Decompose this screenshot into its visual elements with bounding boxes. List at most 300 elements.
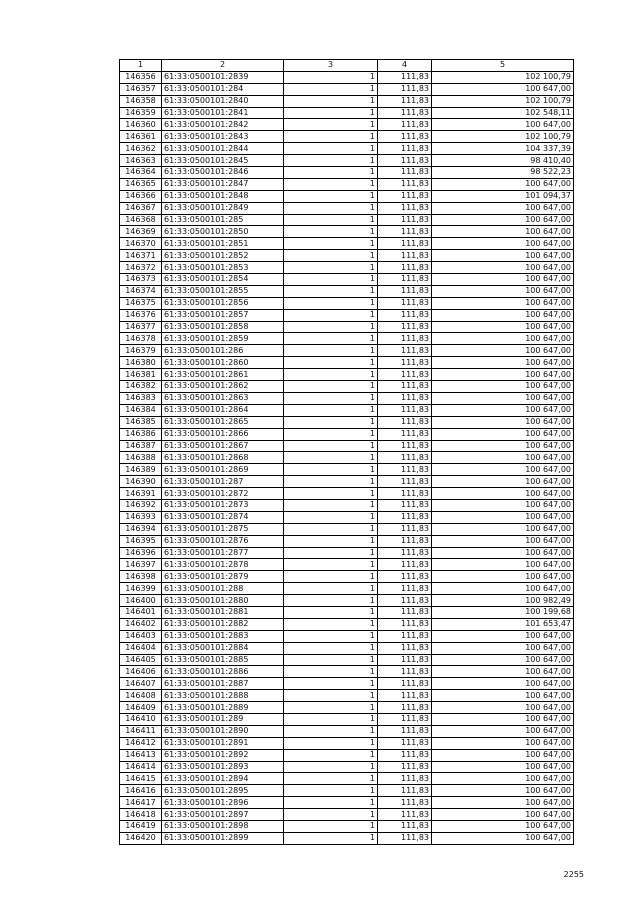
- area-cell: 111,83: [378, 725, 432, 737]
- row-number-cell: 146391: [120, 488, 162, 500]
- cadastral-number-cell: 61:33:0500101:2885: [162, 654, 284, 666]
- table-row: [120, 333, 574, 345]
- count-cell: 1: [284, 238, 378, 250]
- area-cell: 111,83: [378, 143, 432, 155]
- row-number-cell: 146374: [120, 285, 162, 297]
- count-cell: 1: [284, 226, 378, 238]
- table-row: [120, 678, 574, 690]
- count-cell: 1: [284, 499, 378, 511]
- cadastral-number-cell: 61:33:0500101:2877: [162, 547, 284, 559]
- cadastral-number-cell: 61:33:0500101:2860: [162, 357, 284, 369]
- cadastral-number-cell: 61:33:0500101:2894: [162, 773, 284, 785]
- count-cell: 1: [284, 345, 378, 357]
- count-cell: 1: [284, 392, 378, 404]
- count-cell: 1: [284, 452, 378, 464]
- count-cell: 1: [284, 606, 378, 618]
- cadastral-number-cell: 61:33:0500101:2848: [162, 190, 284, 202]
- area-cell: 111,83: [378, 571, 432, 583]
- table-row: [120, 511, 574, 523]
- table-row: [120, 476, 574, 488]
- cadastral-number-cell: 61:33:0500101:286: [162, 345, 284, 357]
- cadastral-number-cell: 61:33:0500101:2878: [162, 559, 284, 571]
- table-row: [120, 119, 574, 131]
- count-cell: 1: [284, 155, 378, 167]
- row-number-cell: 146383: [120, 392, 162, 404]
- table-row: [120, 832, 574, 844]
- column-header: 3: [284, 60, 378, 72]
- value-cell: 98 522,23: [432, 167, 574, 179]
- count-cell: 1: [284, 488, 378, 500]
- count-cell: 1: [284, 773, 378, 785]
- row-number-cell: 146378: [120, 333, 162, 345]
- row-number-cell: 146414: [120, 761, 162, 773]
- count-cell: 1: [284, 119, 378, 131]
- table-row: [120, 297, 574, 309]
- table-row: [120, 797, 574, 809]
- area-cell: 111,83: [378, 773, 432, 785]
- cadastral-number-cell: 61:33:0500101:2876: [162, 535, 284, 547]
- value-cell: 100 647,00: [432, 202, 574, 214]
- count-cell: 1: [284, 785, 378, 797]
- value-cell: 100 647,00: [432, 297, 574, 309]
- cadastral-number-cell: 61:33:0500101:2866: [162, 428, 284, 440]
- area-cell: 111,83: [378, 226, 432, 238]
- count-cell: 1: [284, 428, 378, 440]
- row-number-cell: 146382: [120, 381, 162, 393]
- cadastral-number-cell: 61:33:0500101:2862: [162, 381, 284, 393]
- count-cell: 1: [284, 440, 378, 452]
- count-cell: 1: [284, 511, 378, 523]
- value-cell: 100 647,00: [432, 571, 574, 583]
- table-row: [120, 523, 574, 535]
- area-cell: 111,83: [378, 713, 432, 725]
- table-row: [120, 713, 574, 725]
- area-cell: 111,83: [378, 606, 432, 618]
- value-cell: 100 647,00: [432, 559, 574, 571]
- table-row: [120, 749, 574, 761]
- row-number-cell: 146413: [120, 749, 162, 761]
- value-cell: 100 647,00: [432, 404, 574, 416]
- count-cell: 1: [284, 321, 378, 333]
- count-cell: 1: [284, 523, 378, 535]
- cadastral-number-cell: 61:33:0500101:2845: [162, 155, 284, 167]
- area-cell: 111,83: [378, 476, 432, 488]
- area-cell: 111,83: [378, 690, 432, 702]
- table-row: [120, 821, 574, 833]
- count-cell: 1: [284, 262, 378, 274]
- cadastral-number-cell: 61:33:0500101:2858: [162, 321, 284, 333]
- value-cell: 100 647,00: [432, 761, 574, 773]
- value-cell: 100 647,00: [432, 809, 574, 821]
- value-cell: 100 647,00: [432, 737, 574, 749]
- value-cell: 100 647,00: [432, 535, 574, 547]
- value-cell: 100 199,68: [432, 606, 574, 618]
- table-row: [120, 737, 574, 749]
- table-row: [120, 404, 574, 416]
- row-number-cell: 146357: [120, 83, 162, 95]
- value-cell: 100 647,00: [432, 583, 574, 595]
- row-number-cell: 146370: [120, 238, 162, 250]
- count-cell: 1: [284, 202, 378, 214]
- table-row: [120, 559, 574, 571]
- row-number-cell: 146371: [120, 250, 162, 262]
- value-cell: 100 647,00: [432, 321, 574, 333]
- cadastral-number-cell: 61:33:0500101:2856: [162, 297, 284, 309]
- table-row: [120, 595, 574, 607]
- row-number-cell: 146399: [120, 583, 162, 595]
- table-row: [120, 440, 574, 452]
- value-cell: 100 647,00: [432, 773, 574, 785]
- count-cell: 1: [284, 535, 378, 547]
- value-cell: 100 647,00: [432, 428, 574, 440]
- count-cell: 1: [284, 618, 378, 630]
- value-cell: 100 647,00: [432, 488, 574, 500]
- count-cell: 1: [284, 749, 378, 761]
- area-cell: 111,83: [378, 297, 432, 309]
- value-cell: 100 647,00: [432, 678, 574, 690]
- count-cell: 1: [284, 250, 378, 262]
- area-cell: 111,83: [378, 583, 432, 595]
- area-cell: 111,83: [378, 559, 432, 571]
- cadastral-number-cell: 61:33:0500101:285: [162, 214, 284, 226]
- table-row: [120, 262, 574, 274]
- cadastral-number-cell: 61:33:0500101:2891: [162, 737, 284, 749]
- cadastral-number-cell: 61:33:0500101:2865: [162, 416, 284, 428]
- area-cell: 111,83: [378, 499, 432, 511]
- row-number-cell: 146360: [120, 119, 162, 131]
- cadastral-number-cell: 61:33:0500101:2841: [162, 107, 284, 119]
- area-cell: 111,83: [378, 428, 432, 440]
- value-cell: 102 100,79: [432, 131, 574, 143]
- table-row: [120, 95, 574, 107]
- cadastral-number-cell: 61:33:0500101:2840: [162, 95, 284, 107]
- cadastral-number-cell: 61:33:0500101:2853: [162, 262, 284, 274]
- value-cell: 100 647,00: [432, 702, 574, 714]
- count-cell: 1: [284, 178, 378, 190]
- row-number-cell: 146418: [120, 809, 162, 821]
- cadastral-number-cell: 61:33:0500101:2852: [162, 250, 284, 262]
- row-number-cell: 146376: [120, 309, 162, 321]
- value-cell: 100 647,00: [432, 440, 574, 452]
- value-cell: 100 647,00: [432, 83, 574, 95]
- row-number-cell: 146398: [120, 571, 162, 583]
- cadastral-number-cell: 61:33:0500101:2868: [162, 452, 284, 464]
- row-number-cell: 146410: [120, 713, 162, 725]
- table-row: [120, 666, 574, 678]
- area-cell: 111,83: [378, 404, 432, 416]
- value-cell: 98 410,40: [432, 155, 574, 167]
- table-row: [120, 274, 574, 286]
- table-row: [120, 190, 574, 202]
- page-number: 2255: [563, 870, 584, 879]
- cadastral-number-cell: 61:33:0500101:2893: [162, 761, 284, 773]
- value-cell: 100 647,00: [432, 392, 574, 404]
- value-cell: 100 647,00: [432, 832, 574, 844]
- count-cell: 1: [284, 702, 378, 714]
- area-cell: 111,83: [378, 345, 432, 357]
- area-cell: 111,83: [378, 357, 432, 369]
- table-row: [120, 547, 574, 559]
- cadastral-number-cell: 61:33:0500101:2839: [162, 71, 284, 83]
- column-header: 4: [378, 60, 432, 72]
- table-row: [120, 452, 574, 464]
- count-cell: 1: [284, 476, 378, 488]
- row-number-cell: 146408: [120, 690, 162, 702]
- cadastral-number-cell: 61:33:0500101:2875: [162, 523, 284, 535]
- value-cell: 100 647,00: [432, 309, 574, 321]
- row-number-cell: 146395: [120, 535, 162, 547]
- count-cell: 1: [284, 190, 378, 202]
- row-number-cell: 146389: [120, 464, 162, 476]
- value-cell: 100 647,00: [432, 749, 574, 761]
- table-row: [120, 71, 574, 83]
- count-cell: 1: [284, 404, 378, 416]
- table-row: [120, 369, 574, 381]
- row-number-cell: 146377: [120, 321, 162, 333]
- value-cell: 100 647,00: [432, 499, 574, 511]
- area-cell: 111,83: [378, 488, 432, 500]
- cadastral-number-cell: 61:33:0500101:2867: [162, 440, 284, 452]
- value-cell: 100 647,00: [432, 250, 574, 262]
- table-row: [120, 250, 574, 262]
- count-cell: 1: [284, 464, 378, 476]
- count-cell: 1: [284, 725, 378, 737]
- area-cell: 111,83: [378, 274, 432, 286]
- area-cell: 111,83: [378, 333, 432, 345]
- value-cell: 100 647,00: [432, 274, 574, 286]
- area-cell: 111,83: [378, 630, 432, 642]
- row-number-cell: 146403: [120, 630, 162, 642]
- cadastral-number-cell: 61:33:0500101:2850: [162, 226, 284, 238]
- row-number-cell: 146404: [120, 642, 162, 654]
- value-cell: 100 647,00: [432, 262, 574, 274]
- count-cell: 1: [284, 167, 378, 179]
- count-cell: 1: [284, 381, 378, 393]
- count-cell: 1: [284, 654, 378, 666]
- count-cell: 1: [284, 309, 378, 321]
- area-cell: 111,83: [378, 321, 432, 333]
- value-cell: 102 548,11: [432, 107, 574, 119]
- area-cell: 111,83: [378, 392, 432, 404]
- value-cell: 100 647,00: [432, 630, 574, 642]
- cadastral-number-cell: 61:33:0500101:2849: [162, 202, 284, 214]
- area-cell: 111,83: [378, 737, 432, 749]
- table-row: [120, 178, 574, 190]
- row-number-cell: 146363: [120, 155, 162, 167]
- cadastral-number-cell: 61:33:0500101:2869: [162, 464, 284, 476]
- row-number-cell: 146381: [120, 369, 162, 381]
- count-cell: 1: [284, 416, 378, 428]
- table-row: [120, 309, 574, 321]
- table-row: [120, 83, 574, 95]
- row-number-cell: 146375: [120, 297, 162, 309]
- value-cell: 100 647,00: [432, 642, 574, 654]
- row-number-cell: 146358: [120, 95, 162, 107]
- count-cell: 1: [284, 274, 378, 286]
- value-cell: 100 647,00: [432, 333, 574, 345]
- cadastral-number-cell: 61:33:0500101:284: [162, 83, 284, 95]
- table-row: [120, 809, 574, 821]
- row-number-cell: 146419: [120, 821, 162, 833]
- row-number-cell: 146364: [120, 167, 162, 179]
- area-cell: 111,83: [378, 95, 432, 107]
- data-table: [119, 59, 574, 845]
- row-number-cell: 146356: [120, 71, 162, 83]
- row-number-cell: 146366: [120, 190, 162, 202]
- count-cell: 1: [284, 333, 378, 345]
- table-row: [120, 654, 574, 666]
- area-cell: 111,83: [378, 523, 432, 535]
- count-cell: 1: [284, 797, 378, 809]
- row-number-cell: 146402: [120, 618, 162, 630]
- area-cell: 111,83: [378, 642, 432, 654]
- area-cell: 111,83: [378, 155, 432, 167]
- cadastral-number-cell: 61:33:0500101:2873: [162, 499, 284, 511]
- value-cell: 100 647,00: [432, 690, 574, 702]
- value-cell: 100 647,00: [432, 381, 574, 393]
- table-row: [120, 238, 574, 250]
- cadastral-number-cell: 61:33:0500101:2886: [162, 666, 284, 678]
- table-body: [120, 60, 574, 845]
- table-row: [120, 488, 574, 500]
- column-header: 1: [120, 60, 162, 72]
- table-row: [120, 392, 574, 404]
- value-cell: 100 647,00: [432, 464, 574, 476]
- value-cell: 102 100,79: [432, 71, 574, 83]
- row-number-cell: 146409: [120, 702, 162, 714]
- cadastral-number-cell: 61:33:0500101:2888: [162, 690, 284, 702]
- value-cell: 100 647,00: [432, 785, 574, 797]
- area-cell: 111,83: [378, 250, 432, 262]
- row-number-cell: 146394: [120, 523, 162, 535]
- area-cell: 111,83: [378, 749, 432, 761]
- row-number-cell: 146411: [120, 725, 162, 737]
- cadastral-number-cell: 61:33:0500101:2883: [162, 630, 284, 642]
- cadastral-number-cell: 61:33:0500101:2859: [162, 333, 284, 345]
- table-row: [120, 642, 574, 654]
- count-cell: 1: [284, 559, 378, 571]
- table-row: [120, 630, 574, 642]
- table-row: [120, 785, 574, 797]
- value-cell: 100 647,00: [432, 214, 574, 226]
- count-cell: 1: [284, 369, 378, 381]
- count-cell: 1: [284, 761, 378, 773]
- count-cell: 1: [284, 642, 378, 654]
- count-cell: 1: [284, 666, 378, 678]
- row-number-cell: 146388: [120, 452, 162, 464]
- cadastral-number-cell: 61:33:0500101:2854: [162, 274, 284, 286]
- cadastral-number-cell: 61:33:0500101:2872: [162, 488, 284, 500]
- area-cell: 111,83: [378, 262, 432, 274]
- table-row: [120, 202, 574, 214]
- row-number-cell: 146361: [120, 131, 162, 143]
- count-cell: 1: [284, 143, 378, 155]
- cadastral-number-cell: 61:33:0500101:2842: [162, 119, 284, 131]
- value-cell: 101 653,47: [432, 618, 574, 630]
- row-number-cell: 146384: [120, 404, 162, 416]
- cadastral-number-cell: 61:33:0500101:2884: [162, 642, 284, 654]
- table-row: [120, 167, 574, 179]
- count-cell: 1: [284, 737, 378, 749]
- table-row: [120, 416, 574, 428]
- area-cell: 111,83: [378, 797, 432, 809]
- cadastral-number-cell: 61:33:0500101:2889: [162, 702, 284, 714]
- area-cell: 111,83: [378, 178, 432, 190]
- count-cell: 1: [284, 131, 378, 143]
- cadastral-number-cell: 61:33:0500101:287: [162, 476, 284, 488]
- column-header: 5: [432, 60, 574, 72]
- table-row: [120, 357, 574, 369]
- area-cell: 111,83: [378, 761, 432, 773]
- row-number-cell: 146365: [120, 178, 162, 190]
- table-row: [120, 535, 574, 547]
- area-cell: 111,83: [378, 238, 432, 250]
- row-number-cell: 146417: [120, 797, 162, 809]
- table-row: [120, 381, 574, 393]
- count-cell: 1: [284, 71, 378, 83]
- row-number-cell: 146396: [120, 547, 162, 559]
- area-cell: 111,83: [378, 381, 432, 393]
- row-number-cell: 146372: [120, 262, 162, 274]
- count-cell: 1: [284, 832, 378, 844]
- table-row: [120, 618, 574, 630]
- value-cell: 100 647,00: [432, 178, 574, 190]
- area-cell: 111,83: [378, 214, 432, 226]
- row-number-cell: 146420: [120, 832, 162, 844]
- count-cell: 1: [284, 678, 378, 690]
- count-cell: 1: [284, 821, 378, 833]
- value-cell: 100 647,00: [432, 357, 574, 369]
- area-cell: 111,83: [378, 167, 432, 179]
- cadastral-number-cell: 61:33:0500101:2898: [162, 821, 284, 833]
- area-cell: 111,83: [378, 309, 432, 321]
- cadastral-number-cell: 61:33:0500101:2892: [162, 749, 284, 761]
- table-row: [120, 690, 574, 702]
- row-number-cell: 146406: [120, 666, 162, 678]
- count-cell: 1: [284, 809, 378, 821]
- area-cell: 111,83: [378, 416, 432, 428]
- area-cell: 111,83: [378, 678, 432, 690]
- cadastral-number-cell: 61:33:0500101:2864: [162, 404, 284, 416]
- cadastral-number-cell: 61:33:0500101:2846: [162, 167, 284, 179]
- row-number-cell: 146387: [120, 440, 162, 452]
- row-number-cell: 146392: [120, 499, 162, 511]
- value-cell: 100 647,00: [432, 416, 574, 428]
- table-row: [120, 499, 574, 511]
- column-header: 2: [162, 60, 284, 72]
- value-cell: 100 647,00: [432, 226, 574, 238]
- row-number-cell: 146390: [120, 476, 162, 488]
- count-cell: 1: [284, 297, 378, 309]
- count-cell: 1: [284, 214, 378, 226]
- cadastral-number-cell: 61:33:0500101:2863: [162, 392, 284, 404]
- count-cell: 1: [284, 690, 378, 702]
- row-number-cell: 146369: [120, 226, 162, 238]
- row-number-cell: 146386: [120, 428, 162, 440]
- row-number-cell: 146412: [120, 737, 162, 749]
- cadastral-number-cell: 61:33:0500101:2861: [162, 369, 284, 381]
- count-cell: 1: [284, 547, 378, 559]
- cadastral-number-cell: 61:33:0500101:2847: [162, 178, 284, 190]
- table-row: [120, 345, 574, 357]
- row-number-cell: 146362: [120, 143, 162, 155]
- table-row: [120, 702, 574, 714]
- area-cell: 111,83: [378, 119, 432, 131]
- area-cell: 111,83: [378, 440, 432, 452]
- row-number-cell: 146416: [120, 785, 162, 797]
- area-cell: 111,83: [378, 535, 432, 547]
- cadastral-number-cell: 61:33:0500101:288: [162, 583, 284, 595]
